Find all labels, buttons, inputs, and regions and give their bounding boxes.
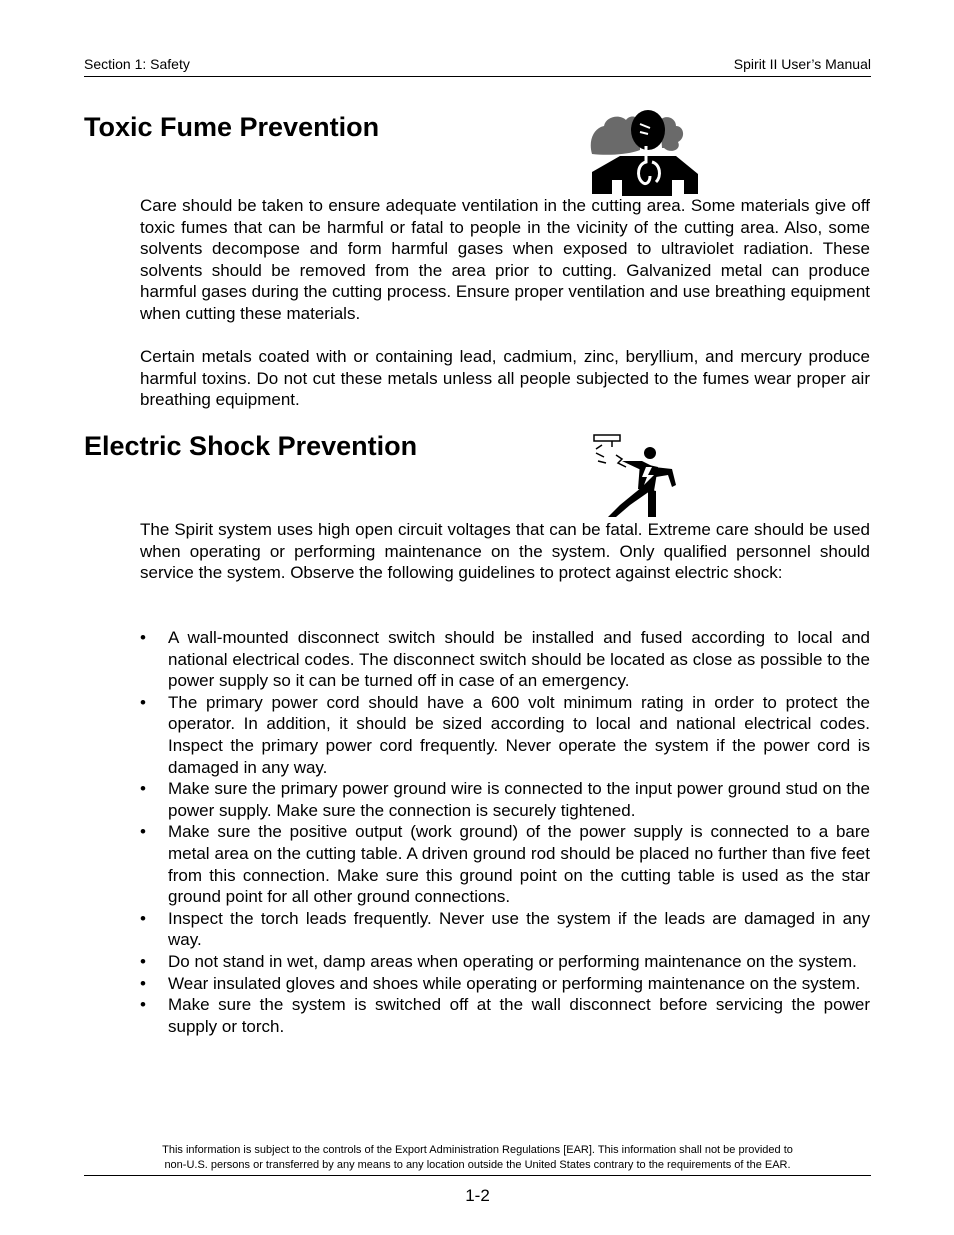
list-item — [140, 778, 870, 821]
export-control-notice — [84, 1143, 871, 1173]
list-item-text: Inspect the torch leads frequently. Never use the system if the leads are damaged in any way. — [168, 908, 870, 950]
footer-divider — [84, 1175, 871, 1176]
list-item — [140, 627, 870, 692]
page-header — [84, 56, 871, 77]
toxic-paragraph-2: Certain metals coated with or containing lead, cadmium, zinc, beryllium, and mercury produce harmful toxins. Do not cut these metals unless all people subjected to the fumes wear proper air breathing equipment. — [140, 347, 870, 410]
export-notice-line-2: non-U.S. persons or transferred by any means to any location outside the United States contrary to the requirements of the EAR. — [164, 1159, 791, 1171]
list-item-text: Make sure the system is switched off at the wall disconnect before servicing the power supply or torch. — [168, 995, 870, 1036]
bullet-icon: • — [140, 822, 146, 842]
bullet-icon: • — [140, 951, 146, 971]
list-item-text: Do not stand in wet, damp areas when operating or performing maintenance on the system. — [168, 951, 857, 971]
list-item — [140, 994, 870, 1037]
bullet-icon: • — [140, 973, 146, 993]
list-item-text: Wear insulated gloves and shoes while operating or performing maintenance on the system. — [168, 973, 861, 993]
electric-shock-heading: Electric Shock Prevention — [84, 431, 418, 461]
list-item — [140, 908, 870, 951]
toxic-paragraph-1: Care should be taken to ensure adequate ventilation in the cutting area. Some materials give off toxic fumes that can be harmful or fatal to people in the vicinity of the cutting area. Also, some solvents decompose and form harmful gases when exposed to ultraviolet radiation. These solvents should be removed from the area prior to cutting. Galvanized metal can produce harmful gases during the cutting process. Ensure proper ventilation and use breathing equipment when cutting these materials. — [140, 196, 870, 323]
list-item — [140, 692, 870, 778]
list-item — [140, 973, 870, 995]
bullet-icon: • — [140, 995, 146, 1015]
list-item-text: Make sure the positive output (work ground) of the power supply is connected to a bare metal area on the cutting table. A driven ground rod should be placed no further than five feet from this connection. Make sure this ground point on the cutting table is used as the star ground point for all other ground connections. — [168, 822, 870, 907]
shock-guidelines-list — [140, 627, 870, 1037]
list-item — [140, 821, 870, 907]
section-label: Section 1: Safety — [84, 56, 190, 72]
bullet-icon: • — [140, 908, 146, 928]
manual-title: Spirit II User’s Manual — [733, 56, 871, 72]
list-item — [140, 951, 870, 973]
export-notice-line-1: This information is subject to the controls of the Export Administration Regulations [EAR]. This information shall not be provided to — [162, 1144, 793, 1156]
bullet-icon: • — [140, 628, 146, 647]
page-number: 1-2 — [465, 1186, 490, 1205]
list-item-text: A wall-mounted disconnect switch should be installed and fused according to local and national electrical codes. The disconnect switch should be located as close as possible to the power supply so it can be turned off in case of an emergency. — [168, 628, 870, 691]
toxic-fume-heading: Toxic Fume Prevention — [84, 112, 380, 142]
bullet-icon: • — [140, 692, 146, 712]
toxic-fumes-icon — [590, 110, 698, 196]
bullet-icon: • — [140, 779, 146, 799]
electric-shock-icon — [592, 433, 678, 519]
shock-intro-paragraph: The Spirit system uses high open circuit voltages that can be fatal. Extreme care should be used when operating or performing maintenance on the system. Only qualified personnel should service the system. Observe the following guidelines to protect against electric shock: — [140, 520, 870, 583]
list-item-text: Make sure the primary power ground wire is connected to the input power ground stud on the power supply. Make sure the connection is securely tightened. — [168, 779, 870, 820]
list-item-text: The primary power cord should have a 600 volt minimum rating in order to protect the operator. In addition, it should be sized according to local and national electrical codes. Inspect the primary power cord frequently. Never operate the system if the power cord is damaged in any way. — [168, 692, 870, 777]
